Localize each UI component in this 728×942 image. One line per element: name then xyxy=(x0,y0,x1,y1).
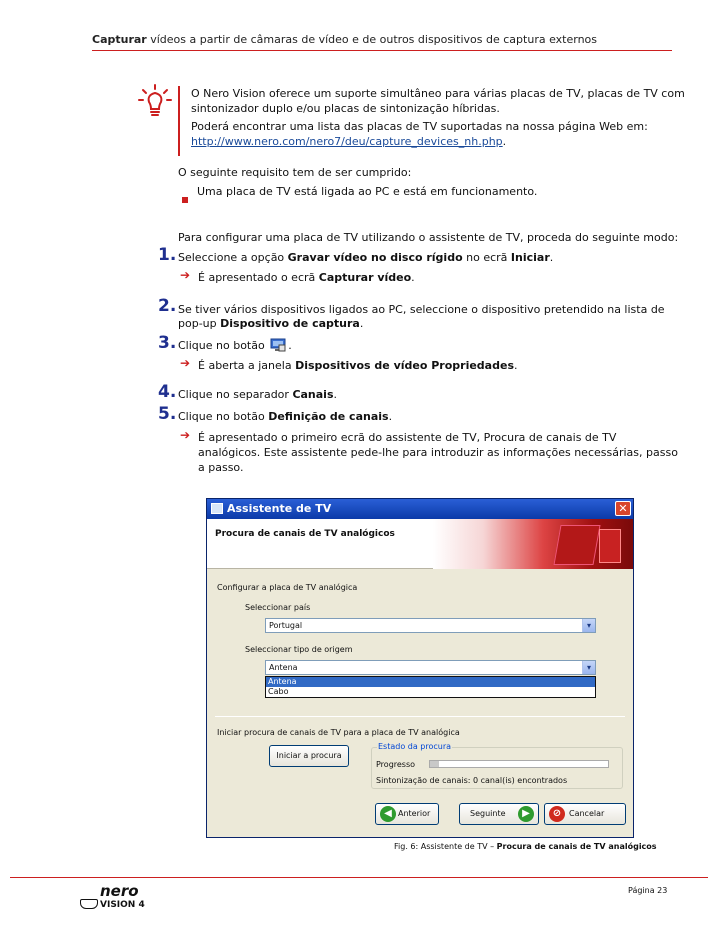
figure-caption: Fig. 6: Assistente de TV – Procura de canais de TV analógicos xyxy=(394,842,657,851)
nero-banner xyxy=(433,519,633,569)
footer-divider xyxy=(10,877,708,878)
requirement-intro: O seguinte requisito tem de ser cumprido: xyxy=(178,166,412,179)
logo-brand: nero xyxy=(100,882,139,900)
header-divider xyxy=(92,50,672,51)
chevron-down-icon[interactable]: ▾ xyxy=(582,619,595,632)
progress-fill xyxy=(430,761,439,767)
note-line-2: sintonizador duplo e/ou placas de sintonização híbridas. xyxy=(191,102,500,115)
tuning-status: Sintonização de canais: 0 canal(is) encontrados xyxy=(376,776,568,785)
config-label: Configurar a placa de TV analógica xyxy=(217,583,358,592)
dropdown-option[interactable]: Antena xyxy=(266,677,595,687)
logo-product: VISION 4 xyxy=(100,900,145,910)
step-5-text: Clique no botão Definição de canais. xyxy=(178,410,393,423)
source-label: Seleccionar tipo de origem xyxy=(245,645,353,654)
close-button[interactable]: ✕ xyxy=(615,501,631,516)
dialog-header xyxy=(207,519,633,569)
progress-label: Progresso xyxy=(376,760,416,769)
requirement-bullet: Uma placa de TV está ligada ao PC e está em funcionamento. xyxy=(197,185,538,198)
step-number: 4. xyxy=(158,382,177,402)
result-arrow-icon: ➔ xyxy=(180,428,191,442)
book-icon xyxy=(80,899,98,909)
step-2-line-2: pop-up Dispositivo de captura. xyxy=(178,317,364,330)
next-button[interactable]: Seguinte ▶ xyxy=(459,803,539,825)
monitor-settings-icon xyxy=(270,338,286,352)
dialog-body xyxy=(207,570,633,818)
source-value: Antena xyxy=(269,663,298,672)
tv-assistant-dialog xyxy=(206,498,634,838)
back-button[interactable]: ◀ Anterior xyxy=(375,803,439,825)
step-1-result: É apresentado o ecrã Capturar vídeo. xyxy=(198,271,415,284)
page-number: Página 23 xyxy=(628,886,668,895)
step-number: 1. xyxy=(158,245,177,265)
start-scan-button[interactable]: Iniciar a procura xyxy=(269,745,349,767)
dialog-title: Assistente de TV xyxy=(227,502,332,515)
capture-devices-link[interactable]: http://www.nero.com/nero7/deu/capture_devices_nh.php xyxy=(191,135,503,148)
progress-bar xyxy=(429,760,609,768)
country-select[interactable] xyxy=(265,618,596,633)
step-3-text: Clique no botão . xyxy=(178,339,292,352)
country-value: Portugal xyxy=(269,621,303,630)
chevron-down-icon[interactable]: ▾ xyxy=(582,661,595,674)
divider xyxy=(215,716,625,717)
result-arrow-icon: ➔ xyxy=(180,356,191,370)
step-2-line-1: Se tiver vários dispositivos ligados ao PC, seleccione o dispositivo pretendido na lista de xyxy=(178,303,665,316)
note-line-1: O Nero Vision oferece um suporte simultâneo para várias placas de TV, placas de TV com xyxy=(191,87,685,100)
result-arrow-icon: ➔ xyxy=(180,268,191,282)
bullet-square-icon xyxy=(182,188,188,207)
country-label: Seleccionar país xyxy=(245,603,311,612)
step-4-text: Clique no separador Canais. xyxy=(178,388,338,401)
step-5-result-1: É apresentado o primeiro ecrã do assistente de TV, Procura de canais de TV xyxy=(198,431,617,444)
step-5-result-2: analógicos. Este assistente pede-lhe para introduzir as informações necessárias, passo xyxy=(198,446,678,459)
cancel-button[interactable]: ⊘ Cancelar xyxy=(544,803,626,825)
step-3-result: É aberta a janela Dispositivos de vídeo Propriedades. xyxy=(198,359,518,372)
note-link-suffix: . xyxy=(502,135,507,148)
procedure-intro: Para configurar uma placa de TV utilizando o assistente de TV, proceda do seguinte modo: xyxy=(178,231,679,244)
nero-vision-logo xyxy=(80,884,160,914)
page-header xyxy=(92,33,597,46)
header-title-bold: Capturar xyxy=(92,33,147,46)
step-number: 3. xyxy=(158,333,177,353)
cancel-icon: ⊘ xyxy=(549,806,565,822)
note-link-line xyxy=(191,134,506,149)
window-icon xyxy=(211,503,223,514)
step-number: 5. xyxy=(158,404,177,424)
dialog-titlebar xyxy=(207,499,633,519)
note-line-3: Poderá encontrar uma lista das placas de TV suportadas na nossa página Web em: xyxy=(191,120,648,133)
arrow-left-icon: ◀ xyxy=(380,806,396,822)
header-title-rest: vídeos a partir de câmaras de vídeo e de outros dispositivos de captura externos xyxy=(146,33,598,46)
source-select[interactable] xyxy=(265,660,596,675)
status-group-title: Estado da procura xyxy=(378,742,452,751)
step-5-result-3: a passo. xyxy=(198,461,244,474)
step-number: 2. xyxy=(158,296,177,316)
dropdown-option[interactable]: Cabo xyxy=(268,687,289,696)
note-bar xyxy=(178,86,180,156)
dialog-heading: Procura de canais de TV analógicos xyxy=(215,529,395,539)
arrow-right-icon: ▶ xyxy=(518,806,534,822)
source-dropdown-list xyxy=(265,676,596,698)
scan-label: Iniciar procura de canais de TV para a placa de TV analógica xyxy=(217,728,460,737)
lightbulb-icon xyxy=(138,84,172,120)
step-1-text: Seleccione a opção Gravar vídeo no disco rígido no ecrã Iniciar. xyxy=(178,251,554,264)
